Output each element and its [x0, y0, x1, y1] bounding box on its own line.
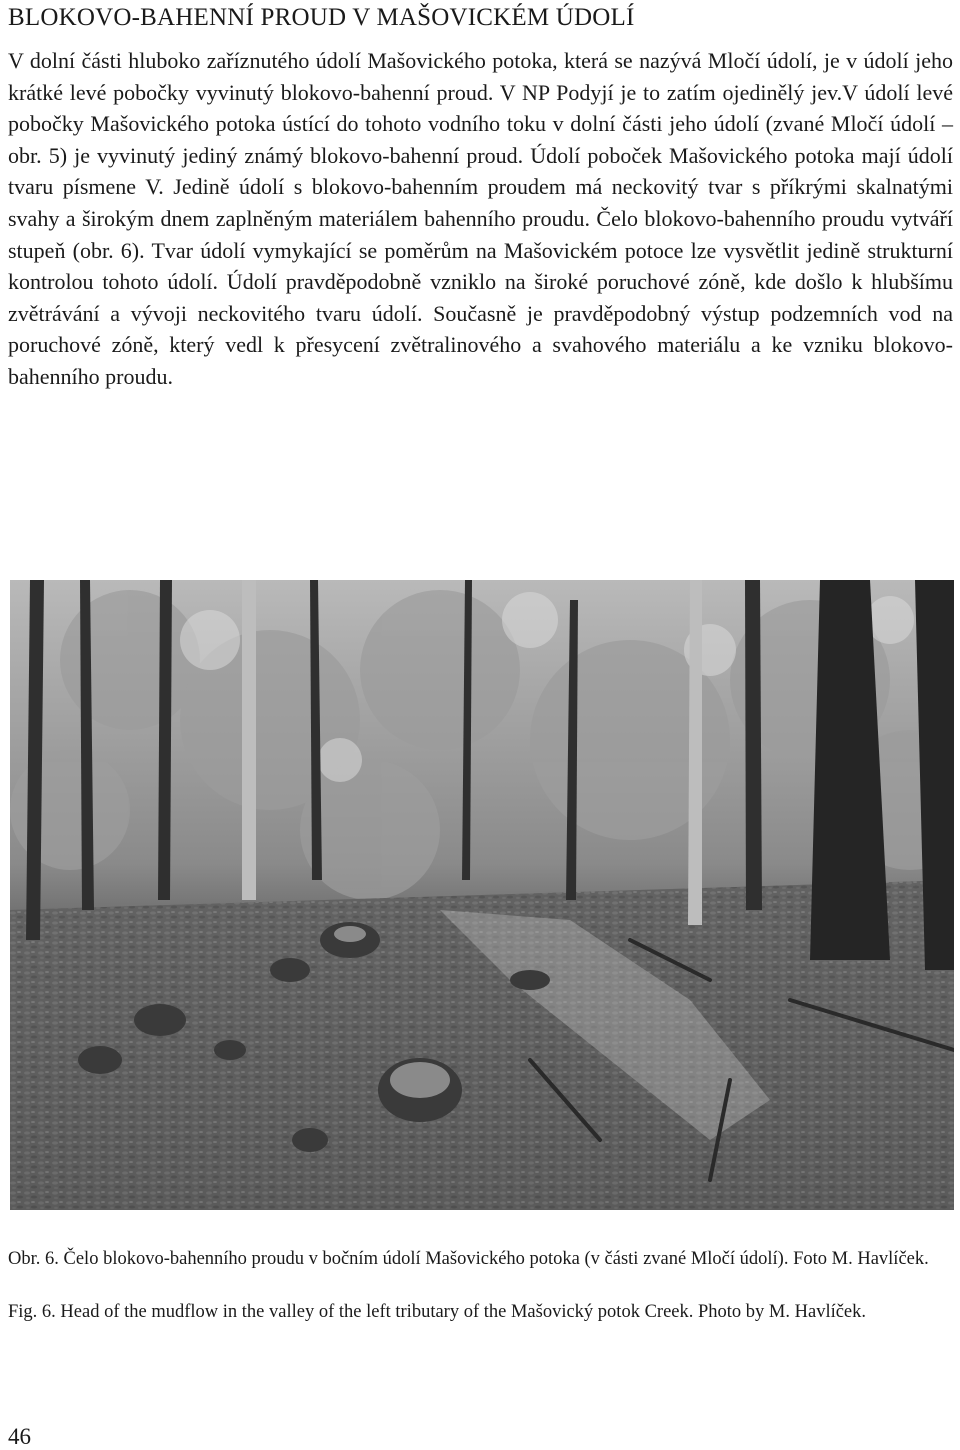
figure-caption-english: Fig. 6. Head of the mudflow in the valley of the left tributary of the Mašovický potok Creek. Photo by M. Havlíček. [8, 1302, 867, 1322]
page-number: 46 [8, 1424, 31, 1449]
forest-mudflow-photo [10, 580, 954, 1210]
figure-caption-czech: Obr. 6. Čelo blokovo-bahenního proudu v bočním údolí Mašovického potoka (v části zvané Mločí údolí). Foto M. Havlíček. [8, 1249, 929, 1269]
page-heading: BLOKOVO-BAHENNÍ PROUD V MAŠOVICKÉM ÚDOLÍ [8, 4, 635, 31]
body-paragraph: V dolní části hluboko zaříznutého údolí Mašovického potoka, která se nazývá Mločí údolí, je v údolí jeho krátké levé pobočky vyvinutý blokovo-bahenní proud. V NP Podyjí je to zatím ojedinělý jev.V údolí levé pobočky Mašovického potoka ústící do tohoto vodního toku v dolní části jeho údolí (zvané Mločí údolí – obr. 5) je vyvinutý jediný známý blokovo-bahenní proud. Údolí poboček Mašovického potoka mají údolí tvaru písmene V. Jedině údolí s blokovo-bahenním proudem má neckovitý tvar s příkrými skalnatými svahy a širokým dnem zaplněným materiálem bahenního proudu. Čelo blokovo-bahenního proudu vytváří stupeň (obr. 6). Tvar údolí vymykající se poměrům na Mašovickém potoce lze vysvětlit jedině strukturní kontrolou tohoto údolí. Údolí pravděpodobně vzniklo na široké poruchové zóně, kde došlo k hlubšímu zvětrávání a vývoji neckovitého tvaru údolí. Současně je pravděpodobný výstup podzemních vod na poruchové zóně, který vedl k přesycení zvětralinového a svahového materiálu a ke vzniku blokovo-bahenního proudu. [8, 48, 953, 389]
